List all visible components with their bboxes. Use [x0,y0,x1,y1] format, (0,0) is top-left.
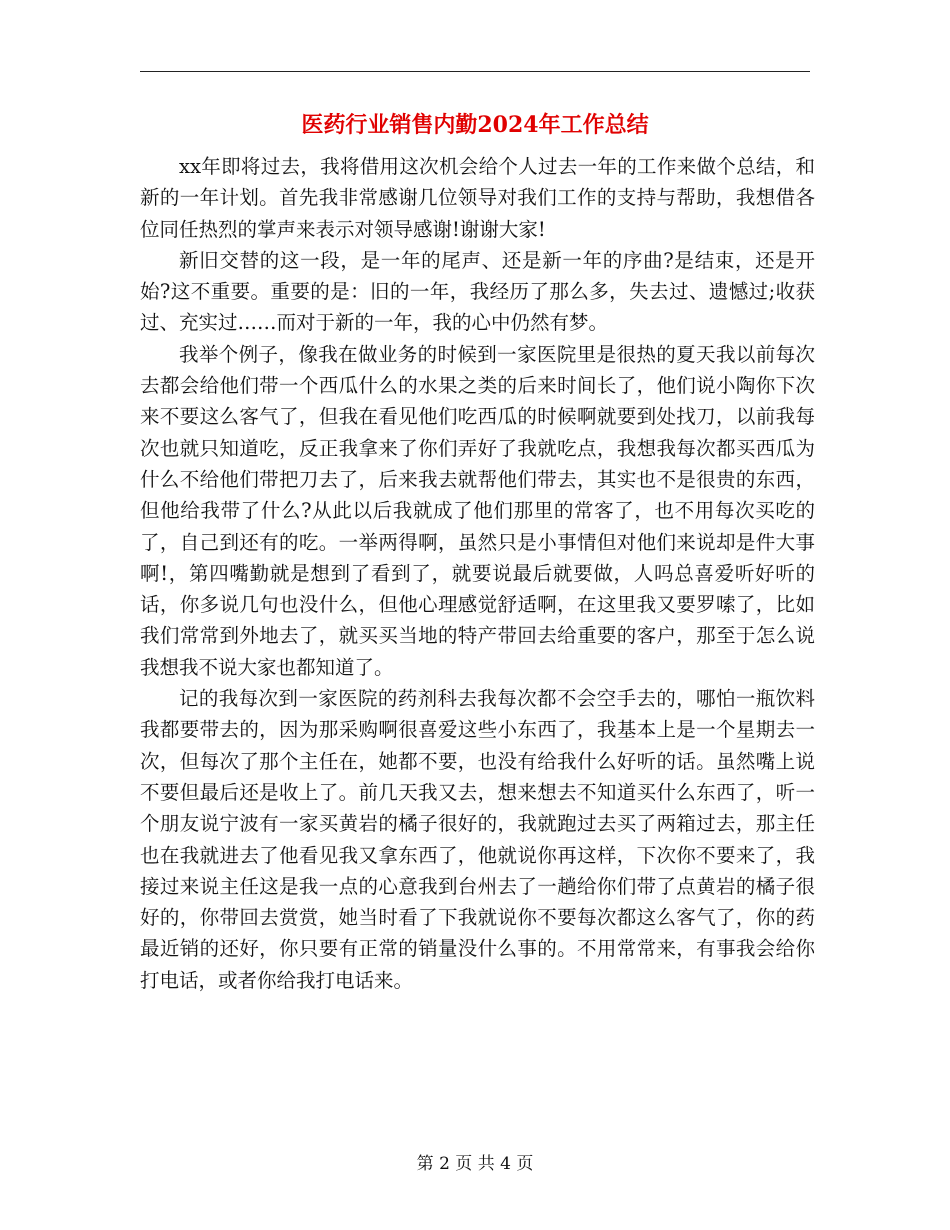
document-title: 医药行业销售内勤2024年工作总结 [301,112,649,138]
paragraph-1: xx年即将过去，我将借用这次机会给个人过去一年的工作来做个总结，和新的一年计划。首先我非常感谢几位领导对我们工作的支持与帮助，我想借各位同任热烈的掌声来表示对领导感谢!谢谢大家! [140,155,815,241]
paragraph-3: 我举个例子，像我在做业务的时候到一家医院里是很热的夏天我以前每次去都会给他们带一个西瓜什么的水果之类的后来时间长了，他们说小陶你下次来不要这么客气了，但我在看见他们吃西瓜的时候啊就要到处找刀，以前我每次也就只知道吃，反正我拿来了你们弄好了我就吃点，我想我每次都买西瓜为什么不给他们带把刀去了，后来我去就帮他们带去，其实也不是很贵的东西，但他给我带了什么?从此以后我就成了他们那里的常客了，也不用每次买吃的了，自己到还有的吃。一举两得啊，虽然只是小事情但对他们来说却是件大事啊!，第四嘴勤就是想到了看到了，就要说最后就要做，人吗总喜爱听好听的话，你多说几句也没什么，但他心理感觉舒适啊，在这里我又要罗嗦了，比如我们常常到外地去了，就买买当地的特产带回去给重要的客户，那至于怎么说我想我不说大家也都知道了。 [140,342,815,679]
page-number-footer: 第 2 页 共 4 页 [416,1154,534,1174]
document-body [140,151,815,996]
paragraph-2: 新旧交替的这一段，是一年的尾声、还是新一年的序曲?是结束，还是开始?这不重要。重要的是：旧的一年，我经历了那么多，失去过、遗憾过;收获过、充实过……而对于新的一年，我的心中仍然有梦。 [140,248,815,335]
header-rule [140,71,810,72]
paragraph-4: 记的我每次到一家医院的药剂科去我每次都不会空手去的，哪怕一瓶饮料我都要带去的，因为那采购啊很喜爱这些小东西了，我基本上是一个星期去一次，但每次了那个主任在，她都不要，也没有给我什么好听的话。虽然嘴上说不要但最后还是收上了。前几天我又去，想来想去不知道买什么东西了，听一个朋友说宁波有一家买黄岩的橘子很好的，我就跑过去买了两箱过去，那主任也在我就进去了他看见我又拿东西了，他就说你再这样，下次你不要来了，我接过来说主任这是我一点的心意我到台州去了一趟给你们带了点黄岩的橘子很好的，你带回去赏赏，她当时看了下我就说你不要每次都这么客气了，你的药最近销的还好，你只要有正常的销量没什么事的。不用常常来，有事我会给你打电话，或者你给我打电话来。 [140,687,815,992]
